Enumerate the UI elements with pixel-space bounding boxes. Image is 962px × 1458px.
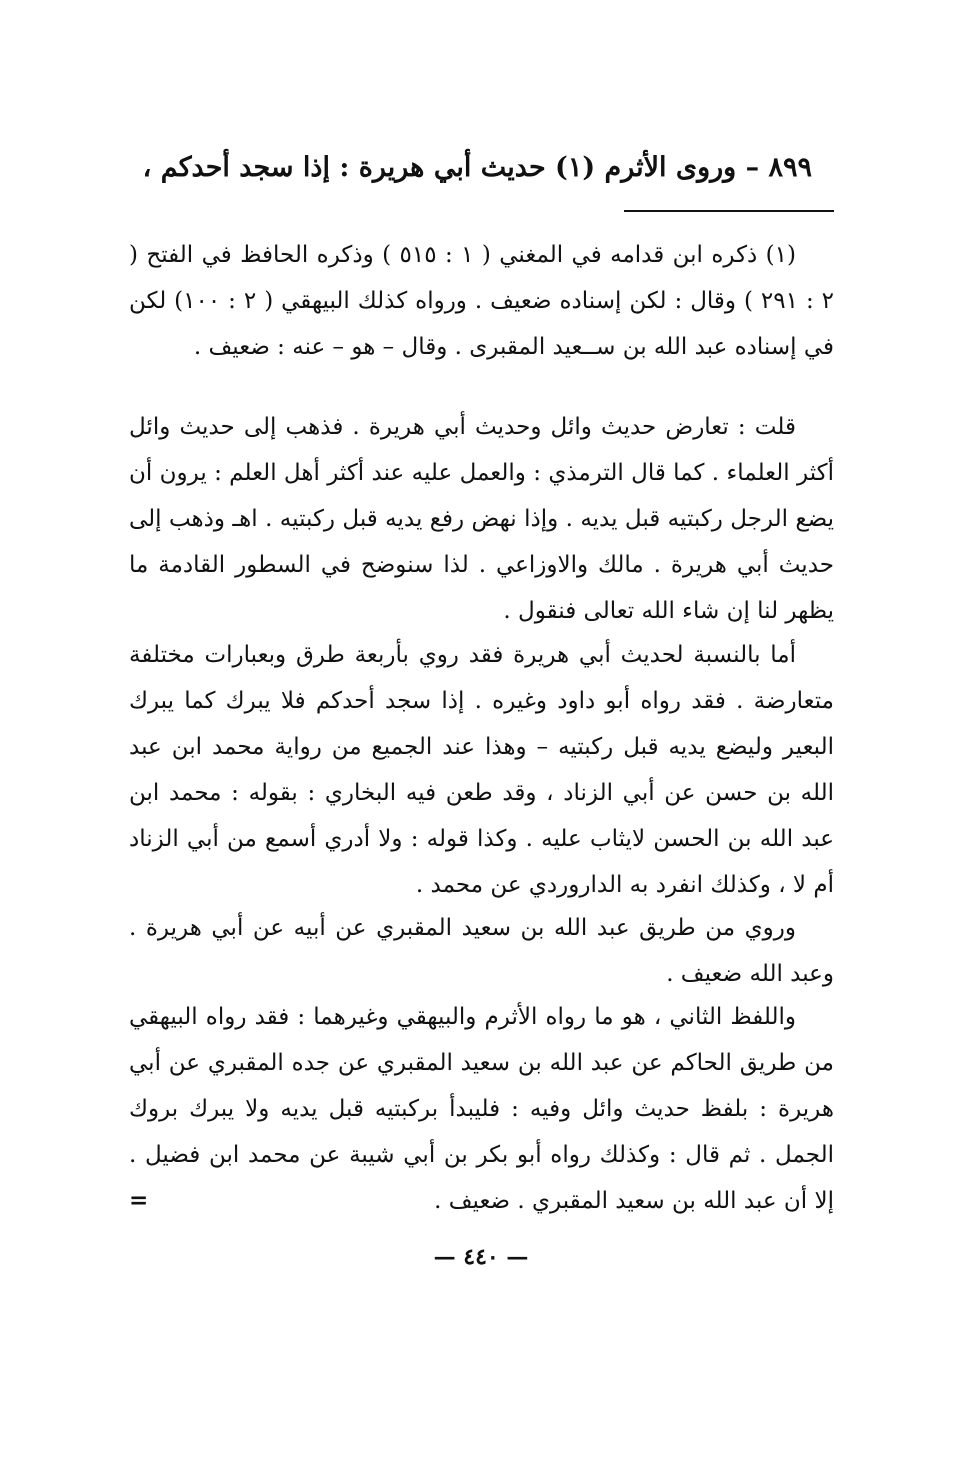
paragraph-text: أما بالنسبة لحديث أبي هريرة فقد روي بأربعة طرق وبعبارات مختلفة متعارضة . فقد رواه أبو داود وغيره . إذا سجد أحدكم فلا يبرك كما يبرك البعير وليضع يديه قبل ركبتيه – وهذا عند الجميع من رواية محمد ابن عبد الله بن حسن عن أبي الزناد ، وقد طعن فيه البخاري : بقوله : محمد ابن عبد الله بن الحسن لايثاب عليه . وكذا قوله : ولا أدري أسمع من أبي الزناد أم لا ، وكذلك انفرد به الداروردي عن محمد . — [129, 642, 834, 898]
footnote-text: (١) ذكره ابن قدامه في المغني ( ١ : ٥١٥ ) وذكره الحافظ في الفتح ( ٢ : ٢٩١ ) وقال : لكن إسناده ضعيف . ورواه كذلك البيهقي ( ٢ : ١٠٠) لكن في إسناده عبد الله بن ســعيد المقبرى . وقال – هو – عنه : ضعيف . — [129, 242, 835, 360]
paragraph-2 — [129, 632, 834, 908]
paragraph-text — [129, 994, 834, 1224]
paragraph-text: وروي من طريق عبد الله بن سعيد المقبري عن أبيه عن أبي هريرة . وعبد الله ضعيف . — [129, 915, 834, 987]
paragraph-4 — [129, 994, 834, 1224]
page-number: — ٤٤٠ — — [433, 1244, 529, 1270]
paragraph-text: قلت : تعارض حديث وائل وحديث أبي هريرة . فذهب إلى حديث وائل أكثر العلماء . كما قال الترمذي : والعمل عليه عند أكثر أهل العلم : يرون أن يضع الرجل ركبتيه قبل يديه . وإذا نهض رفع يديه قبل ركبتيه . اهـ وذهب إلى حديث أبي هريرة . مالك والاوزاعي . لذا سنوضح في السطور القادمة ما يظهر لنا إن شاء الله تعالى فنقول . — [129, 414, 834, 624]
footnote — [129, 232, 834, 370]
paragraph-text-body: واللفظ الثاني ، هو ما رواه الأثرم والبيهقي وغيرهما : فقد رواه البيهقي من طريق الحاكم عن عبد الله بن سعيد المقبري عن جده المقبري عن أبي هريرة : بلفظ حديث وائل وفيه : فليبدأ بركبتيه قبل يديه ولا يبرك بروك الجمل . ثم قال : وكذلك رواه أبو بكر بن أبي شيبة عن محمد ابن فضيل . إلا أن عبد الله بن سعيد المقبري . ضعيف . — [129, 1004, 834, 1214]
hadith-heading: ٨٩٩ – وروى الأثرم (١) حديث أبي هريرة : إذا سجد أحدكم ، — [142, 152, 812, 183]
paragraph-3 — [129, 905, 834, 997]
paragraph-1 — [129, 404, 834, 634]
continuation-mark: = — [129, 1187, 149, 1214]
footnote-separator-rule — [624, 210, 834, 212]
